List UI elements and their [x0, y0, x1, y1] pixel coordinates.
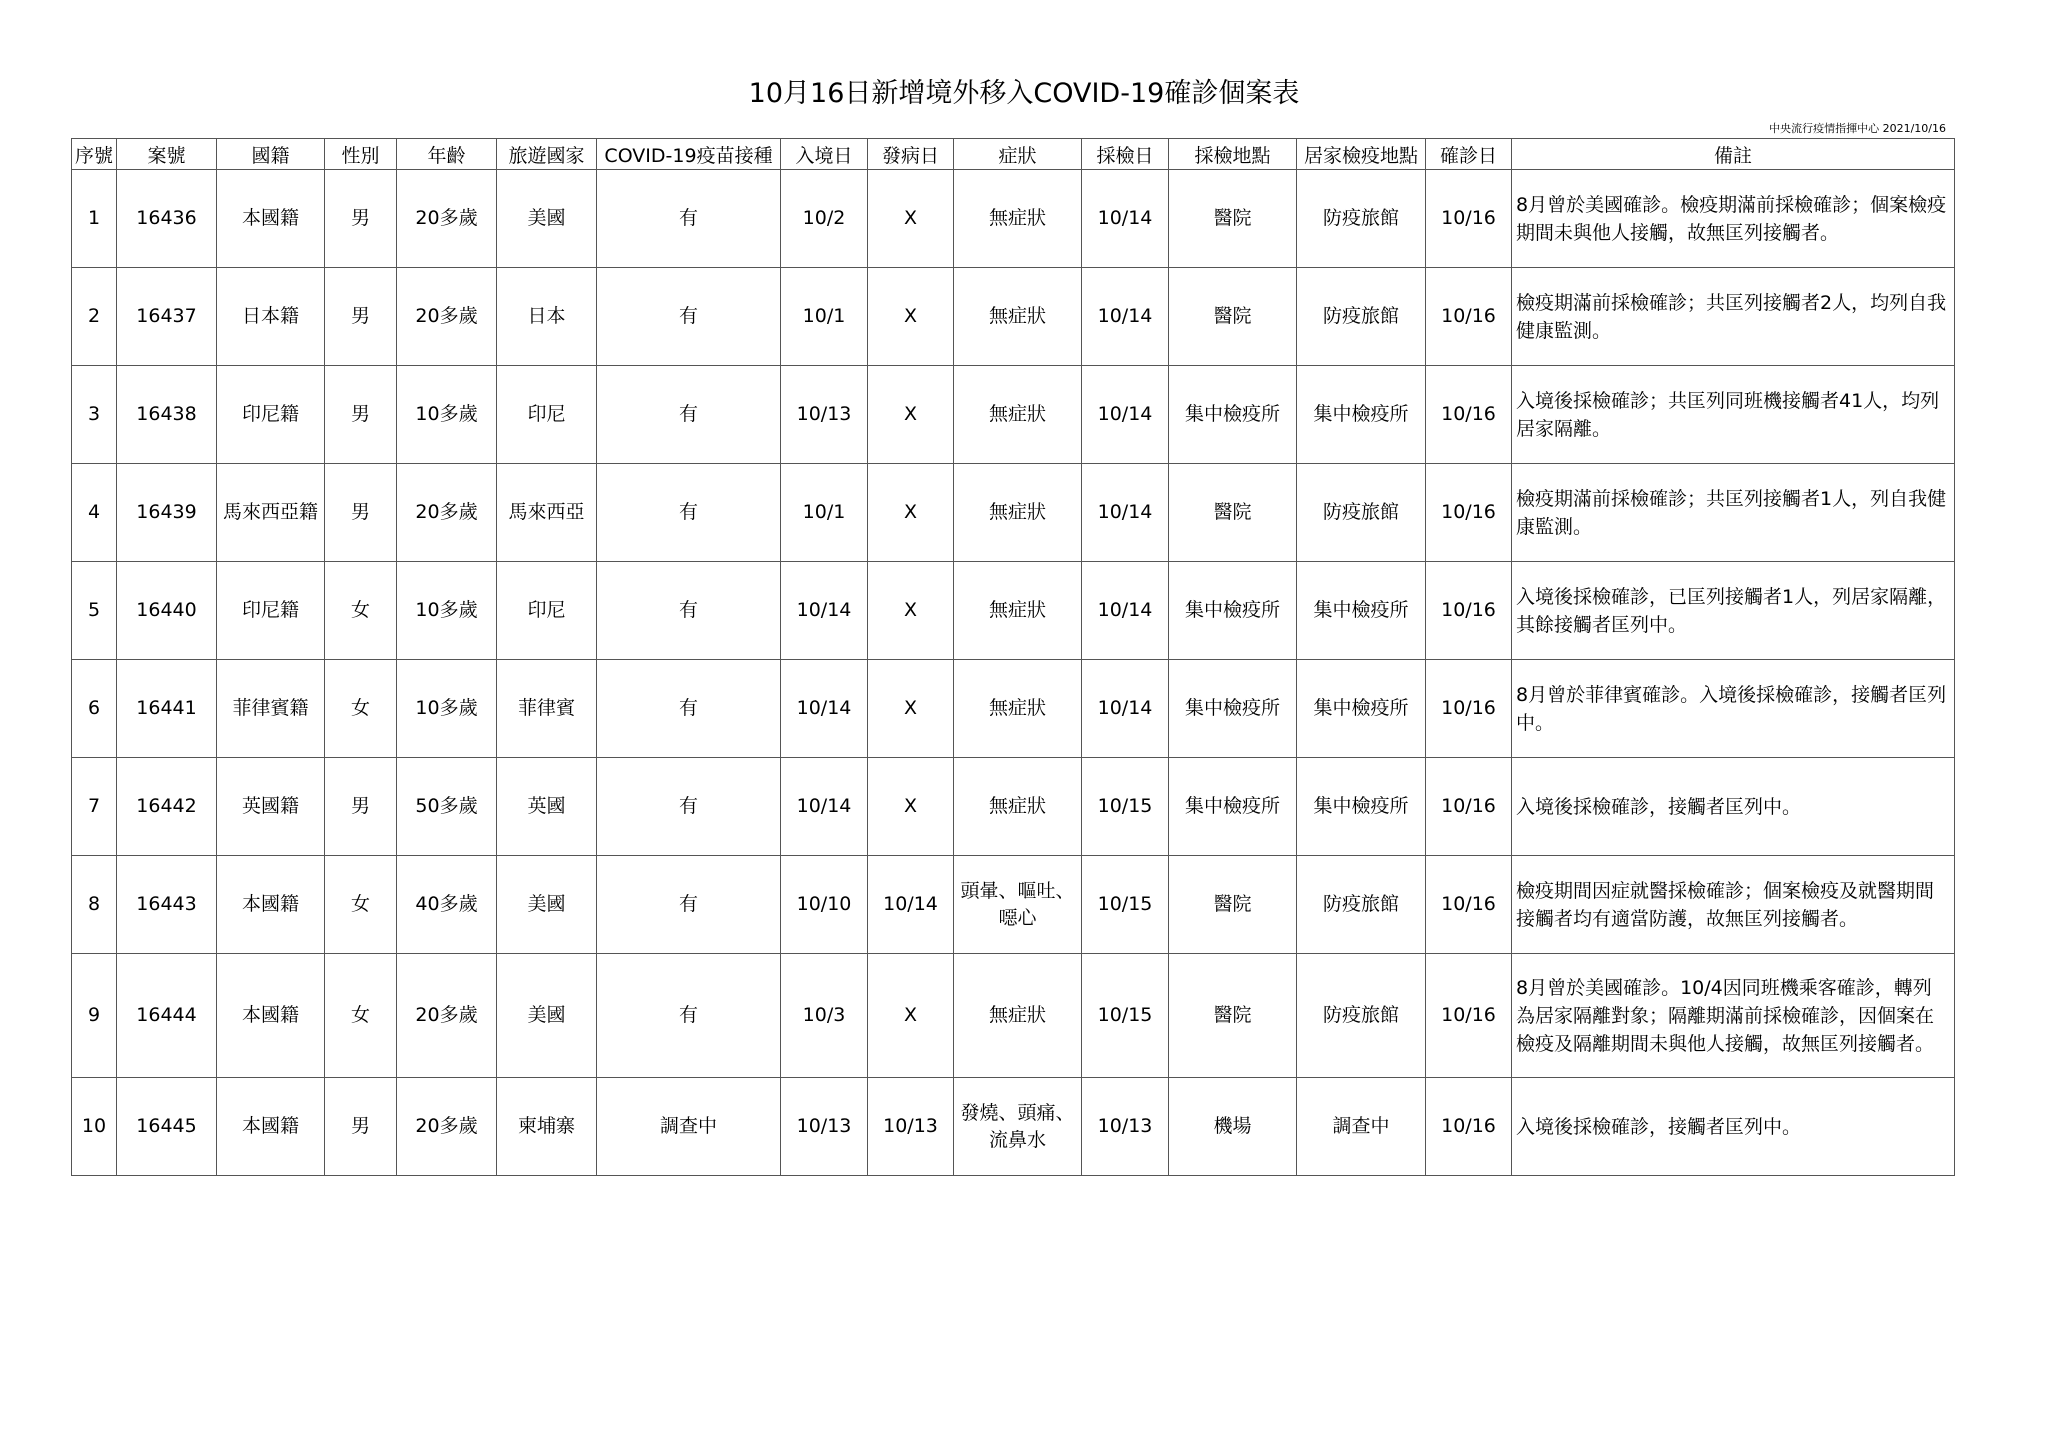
entry-date-cell: 10/3 [781, 954, 868, 1078]
header-cell: 序號 [72, 139, 117, 170]
test-date-cell: 10/14 [1082, 660, 1169, 758]
age-cell: 20多歲 [397, 170, 497, 268]
gender-cell: 男 [325, 268, 397, 366]
header-cell: 年齡 [397, 139, 497, 170]
entry-date-cell: 10/13 [781, 1078, 868, 1176]
test-site-cell: 集中檢疫所 [1169, 758, 1297, 856]
remark-cell: 入境後採檢確診；共匡列同班機接觸者41人，均列居家隔離。 [1512, 366, 1955, 464]
header-cell: 確診日 [1426, 139, 1512, 170]
remark-cell: 入境後採檢確診，接觸者匡列中。 [1512, 1078, 1955, 1176]
test-date-cell: 10/14 [1082, 464, 1169, 562]
table-row [72, 1078, 1955, 1176]
gender-cell: 女 [325, 660, 397, 758]
confirm-date-cell: 10/16 [1426, 1078, 1512, 1176]
case-id-cell: 16438 [117, 366, 217, 464]
source-label: 中央流行疫情指揮中心 2021/10/16 [1769, 122, 1946, 135]
age-cell: 50多歲 [397, 758, 497, 856]
remark-cell: 8月曾於菲律賓確診。入境後採檢確診，接觸者匡列中。 [1512, 660, 1955, 758]
nationality-cell: 印尼籍 [217, 366, 325, 464]
age-cell: 20多歲 [397, 954, 497, 1078]
test-date-cell: 10/14 [1082, 366, 1169, 464]
header-cell: 症狀 [954, 139, 1082, 170]
gender-cell: 男 [325, 464, 397, 562]
symptom-cell: 頭暈、嘔吐、噁心 [954, 856, 1082, 954]
test-site-cell: 機場 [1169, 1078, 1297, 1176]
symptom-cell: 無症狀 [954, 366, 1082, 464]
travel-country-cell: 馬來西亞 [497, 464, 597, 562]
case-id-cell: 16442 [117, 758, 217, 856]
quarantine-site-cell: 防疫旅館 [1297, 268, 1426, 366]
nationality-cell: 菲律賓籍 [217, 660, 325, 758]
travel-country-cell: 美國 [497, 856, 597, 954]
travel-country-cell: 美國 [497, 954, 597, 1078]
test-site-cell: 集中檢疫所 [1169, 562, 1297, 660]
case-id-cell: 16437 [117, 268, 217, 366]
travel-country-cell: 日本 [497, 268, 597, 366]
confirm-date-cell: 10/16 [1426, 366, 1512, 464]
header-cell: 性別 [325, 139, 397, 170]
gender-cell: 女 [325, 562, 397, 660]
test-date-cell: 10/14 [1082, 562, 1169, 660]
table-row [72, 562, 1955, 660]
case-number-cell: 3 [72, 366, 117, 464]
onset-date-cell: X [868, 464, 954, 562]
vaccine-cell: 有 [597, 562, 781, 660]
entry-date-cell: 10/14 [781, 660, 868, 758]
confirm-date-cell: 10/16 [1426, 464, 1512, 562]
travel-country-cell: 英國 [497, 758, 597, 856]
age-cell: 10多歲 [397, 366, 497, 464]
nationality-cell: 本國籍 [217, 170, 325, 268]
entry-date-cell: 10/14 [781, 758, 868, 856]
onset-date-cell: X [868, 170, 954, 268]
test-site-cell: 集中檢疫所 [1169, 366, 1297, 464]
case-number-cell: 5 [72, 562, 117, 660]
age-cell: 10多歲 [397, 660, 497, 758]
gender-cell: 男 [325, 170, 397, 268]
test-site-cell: 醫院 [1169, 268, 1297, 366]
nationality-cell: 本國籍 [217, 954, 325, 1078]
gender-cell: 女 [325, 856, 397, 954]
quarantine-site-cell: 防疫旅館 [1297, 954, 1426, 1078]
travel-country-cell: 印尼 [497, 366, 597, 464]
table-row [72, 758, 1955, 856]
quarantine-site-cell: 防疫旅館 [1297, 856, 1426, 954]
travel-country-cell: 菲律賓 [497, 660, 597, 758]
symptom-cell: 無症狀 [954, 562, 1082, 660]
table-row [72, 856, 1955, 954]
quarantine-site-cell: 集中檢疫所 [1297, 562, 1426, 660]
age-cell: 20多歲 [397, 268, 497, 366]
symptom-cell: 無症狀 [954, 464, 1082, 562]
case-number-cell: 7 [72, 758, 117, 856]
case-id-cell: 16444 [117, 954, 217, 1078]
travel-country-cell: 印尼 [497, 562, 597, 660]
header-cell: 備註 [1512, 139, 1955, 170]
nationality-cell: 馬來西亞籍 [217, 464, 325, 562]
vaccine-cell: 有 [597, 954, 781, 1078]
vaccine-cell: 有 [597, 464, 781, 562]
entry-date-cell: 10/13 [781, 366, 868, 464]
header-cell: 採檢日 [1082, 139, 1169, 170]
table-row [72, 954, 1955, 1078]
confirm-date-cell: 10/16 [1426, 954, 1512, 1078]
header-cell: 入境日 [781, 139, 868, 170]
gender-cell: 男 [325, 366, 397, 464]
test-site-cell: 醫院 [1169, 464, 1297, 562]
age-cell: 20多歲 [397, 464, 497, 562]
header-row [72, 139, 1955, 170]
symptom-cell: 無症狀 [954, 660, 1082, 758]
onset-date-cell: X [868, 660, 954, 758]
symptom-cell: 發燒、頭痛、流鼻水 [954, 1078, 1082, 1176]
confirm-date-cell: 10/16 [1426, 268, 1512, 366]
remark-cell: 8月曾於美國確診。檢疫期滿前採檢確診；個案檢疫期間未與他人接觸，故無匡列接觸者。 [1512, 170, 1955, 268]
nationality-cell: 本國籍 [217, 1078, 325, 1176]
table-row [72, 366, 1955, 464]
gender-cell: 男 [325, 1078, 397, 1176]
header-cell: 居家檢疫地點 [1297, 139, 1426, 170]
confirm-date-cell: 10/16 [1426, 170, 1512, 268]
test-date-cell: 10/14 [1082, 170, 1169, 268]
table-body [72, 170, 1955, 1176]
case-id-cell: 16443 [117, 856, 217, 954]
age-cell: 10多歲 [397, 562, 497, 660]
case-number-cell: 4 [72, 464, 117, 562]
remark-cell: 檢疫期滿前採檢確診；共匡列接觸者2人，均列自我健康監測。 [1512, 268, 1955, 366]
case-number-cell: 6 [72, 660, 117, 758]
header-cell: 國籍 [217, 139, 325, 170]
nationality-cell: 本國籍 [217, 856, 325, 954]
quarantine-site-cell: 集中檢疫所 [1297, 758, 1426, 856]
quarantine-site-cell: 調查中 [1297, 1078, 1426, 1176]
vaccine-cell: 調查中 [597, 1078, 781, 1176]
vaccine-cell: 有 [597, 366, 781, 464]
case-id-cell: 16436 [117, 170, 217, 268]
confirm-date-cell: 10/16 [1426, 660, 1512, 758]
symptom-cell: 無症狀 [954, 758, 1082, 856]
entry-date-cell: 10/2 [781, 170, 868, 268]
entry-date-cell: 10/14 [781, 562, 868, 660]
quarantine-site-cell: 集中檢疫所 [1297, 660, 1426, 758]
case-number-cell: 2 [72, 268, 117, 366]
travel-country-cell: 柬埔寨 [497, 1078, 597, 1176]
table-row [72, 464, 1955, 562]
onset-date-cell: X [868, 562, 954, 660]
symptom-cell: 無症狀 [954, 170, 1082, 268]
test-site-cell: 醫院 [1169, 170, 1297, 268]
header-cell: 採檢地點 [1169, 139, 1297, 170]
quarantine-site-cell: 集中檢疫所 [1297, 366, 1426, 464]
case-number-cell: 1 [72, 170, 117, 268]
gender-cell: 男 [325, 758, 397, 856]
remark-cell: 檢疫期間因症就醫採檢確診；個案檢疫及就醫期間接觸者均有適當防護，故無匡列接觸者。 [1512, 856, 1955, 954]
age-cell: 40多歲 [397, 856, 497, 954]
test-date-cell: 10/15 [1082, 758, 1169, 856]
remark-cell: 入境後採檢確診，已匡列接觸者1人，列居家隔離，其餘接觸者匡列中。 [1512, 562, 1955, 660]
vaccine-cell: 有 [597, 856, 781, 954]
remark-cell: 入境後採檢確診，接觸者匡列中。 [1512, 758, 1955, 856]
symptom-cell: 無症狀 [954, 954, 1082, 1078]
entry-date-cell: 10/1 [781, 464, 868, 562]
header-cell: 發病日 [868, 139, 954, 170]
header-cell: COVID-19疫苗接種 [597, 139, 781, 170]
test-date-cell: 10/13 [1082, 1078, 1169, 1176]
case-number-cell: 10 [72, 1078, 117, 1176]
entry-date-cell: 10/10 [781, 856, 868, 954]
confirm-date-cell: 10/16 [1426, 562, 1512, 660]
case-id-cell: 16441 [117, 660, 217, 758]
onset-date-cell: X [868, 268, 954, 366]
onset-date-cell: X [868, 758, 954, 856]
confirm-date-cell: 10/16 [1426, 856, 1512, 954]
entry-date-cell: 10/1 [781, 268, 868, 366]
remark-cell: 8月曾於美國確診。10/4因同班機乘客確診，轉列為居家隔離對象；隔離期滿前採檢確診，因個案在檢疫及隔離期間未與他人接觸，故無匡列接觸者。 [1512, 954, 1955, 1078]
vaccine-cell: 有 [597, 758, 781, 856]
test-site-cell: 醫院 [1169, 954, 1297, 1078]
case-id-cell: 16445 [117, 1078, 217, 1176]
travel-country-cell: 美國 [497, 170, 597, 268]
test-site-cell: 集中檢疫所 [1169, 660, 1297, 758]
case-table [71, 138, 1955, 1176]
header-cell: 案號 [117, 139, 217, 170]
header-cell: 旅遊國家 [497, 139, 597, 170]
test-date-cell: 10/15 [1082, 856, 1169, 954]
nationality-cell: 日本籍 [217, 268, 325, 366]
table-row [72, 170, 1955, 268]
gender-cell: 女 [325, 954, 397, 1078]
age-cell: 20多歲 [397, 1078, 497, 1176]
onset-date-cell: 10/13 [868, 1078, 954, 1176]
table-row [72, 268, 1955, 366]
nationality-cell: 英國籍 [217, 758, 325, 856]
onset-date-cell: 10/14 [868, 856, 954, 954]
case-id-cell: 16439 [117, 464, 217, 562]
test-site-cell: 醫院 [1169, 856, 1297, 954]
remark-cell: 檢疫期滿前採檢確診；共匡列接觸者1人，列自我健康監測。 [1512, 464, 1955, 562]
confirm-date-cell: 10/16 [1426, 758, 1512, 856]
vaccine-cell: 有 [597, 170, 781, 268]
case-number-cell: 9 [72, 954, 117, 1078]
quarantine-site-cell: 防疫旅館 [1297, 170, 1426, 268]
page-title: 10月16日新增境外移入COVID-19確診個案表 [748, 78, 1300, 109]
symptom-cell: 無症狀 [954, 268, 1082, 366]
nationality-cell: 印尼籍 [217, 562, 325, 660]
table-row [72, 660, 1955, 758]
test-date-cell: 10/15 [1082, 954, 1169, 1078]
case-number-cell: 8 [72, 856, 117, 954]
vaccine-cell: 有 [597, 660, 781, 758]
onset-date-cell: X [868, 954, 954, 1078]
vaccine-cell: 有 [597, 268, 781, 366]
onset-date-cell: X [868, 366, 954, 464]
quarantine-site-cell: 防疫旅館 [1297, 464, 1426, 562]
case-id-cell: 16440 [117, 562, 217, 660]
test-date-cell: 10/14 [1082, 268, 1169, 366]
